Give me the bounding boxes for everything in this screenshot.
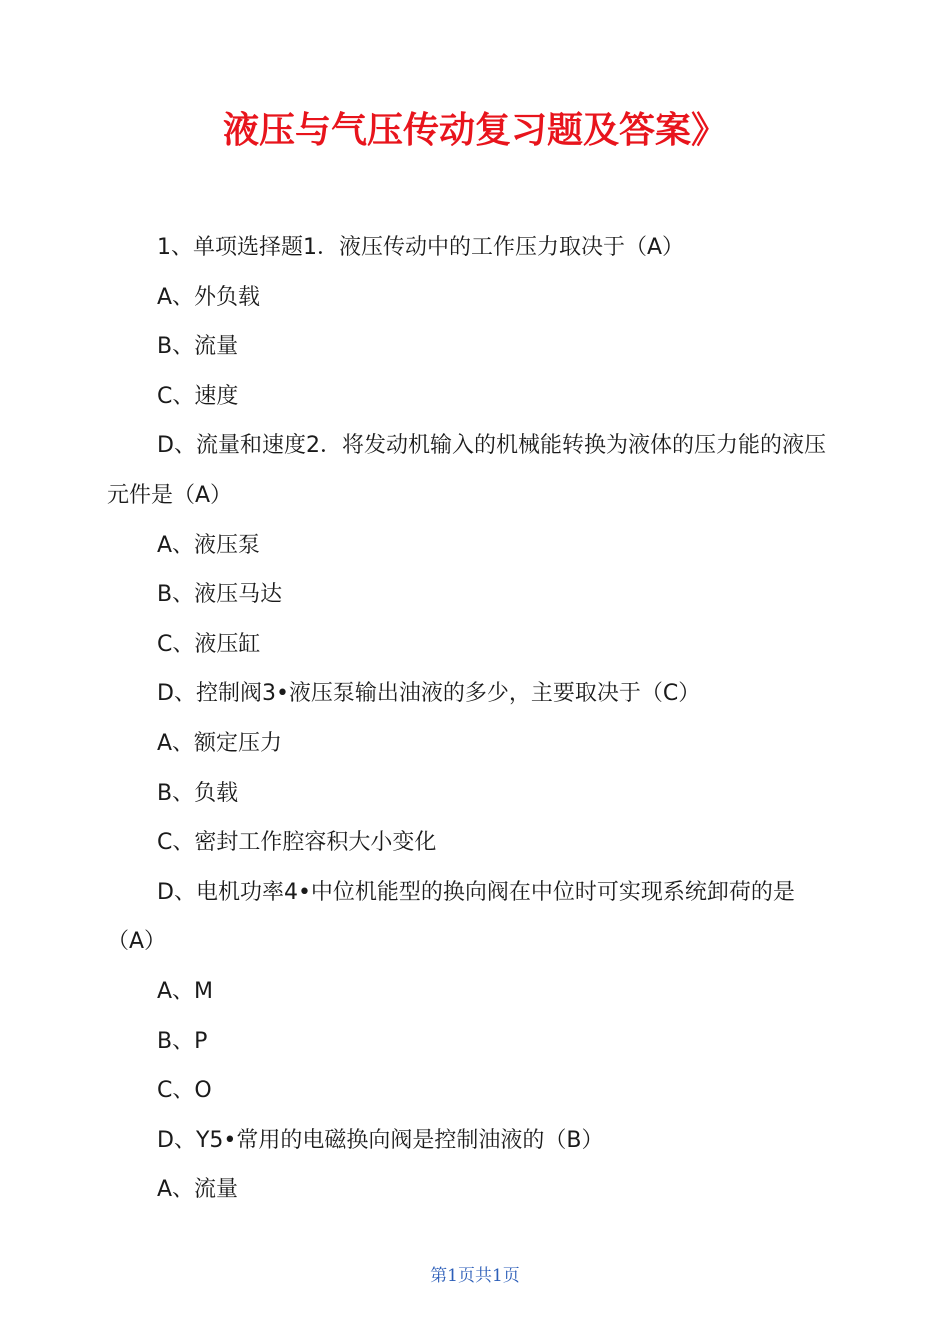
paragraph: C、密封工作腔容积大小变化: [157, 830, 437, 856]
paragraph: D、Y5•常用的电磁换向阀是控制油液的（B）: [157, 1127, 604, 1153]
paragraph: D、控制阀3•液压泵输出油液的多少，主要取决于（C）: [157, 681, 701, 707]
paragraph: A、额定压力: [157, 730, 283, 756]
paragraph: B、液压马达: [157, 582, 283, 608]
paragraph: 1、单项选择题1．液压传动中的工作压力取决于（A）: [157, 235, 685, 260]
paragraph: B、P: [157, 1028, 208, 1054]
paragraph: C、O: [157, 1078, 212, 1104]
page-footer: 第1页共1页: [430, 1266, 520, 1286]
paragraph: D、电机功率4•中位机能型的换向阀在中位时可实现系统卸荷的是（A）: [107, 879, 795, 955]
paragraph: A、液压泵: [157, 532, 261, 558]
paragraph: B、负载: [157, 780, 239, 806]
paragraph: B、流量: [157, 334, 239, 360]
paragraph: A、M: [157, 978, 214, 1004]
document-title: 液压与气压传动复习题及答案》: [222, 109, 727, 151]
paragraph: C、速度: [157, 383, 239, 409]
paragraph: A、流量: [157, 1177, 239, 1203]
paragraph: A、外负载: [157, 284, 261, 310]
paragraph: D、流量和速度2．将发动机输入的机械能转换为液体的压力能的液压元件是（A）: [107, 433, 826, 508]
paragraph: C、液压缸: [157, 631, 261, 657]
document-body: [107, 223, 840, 1215]
